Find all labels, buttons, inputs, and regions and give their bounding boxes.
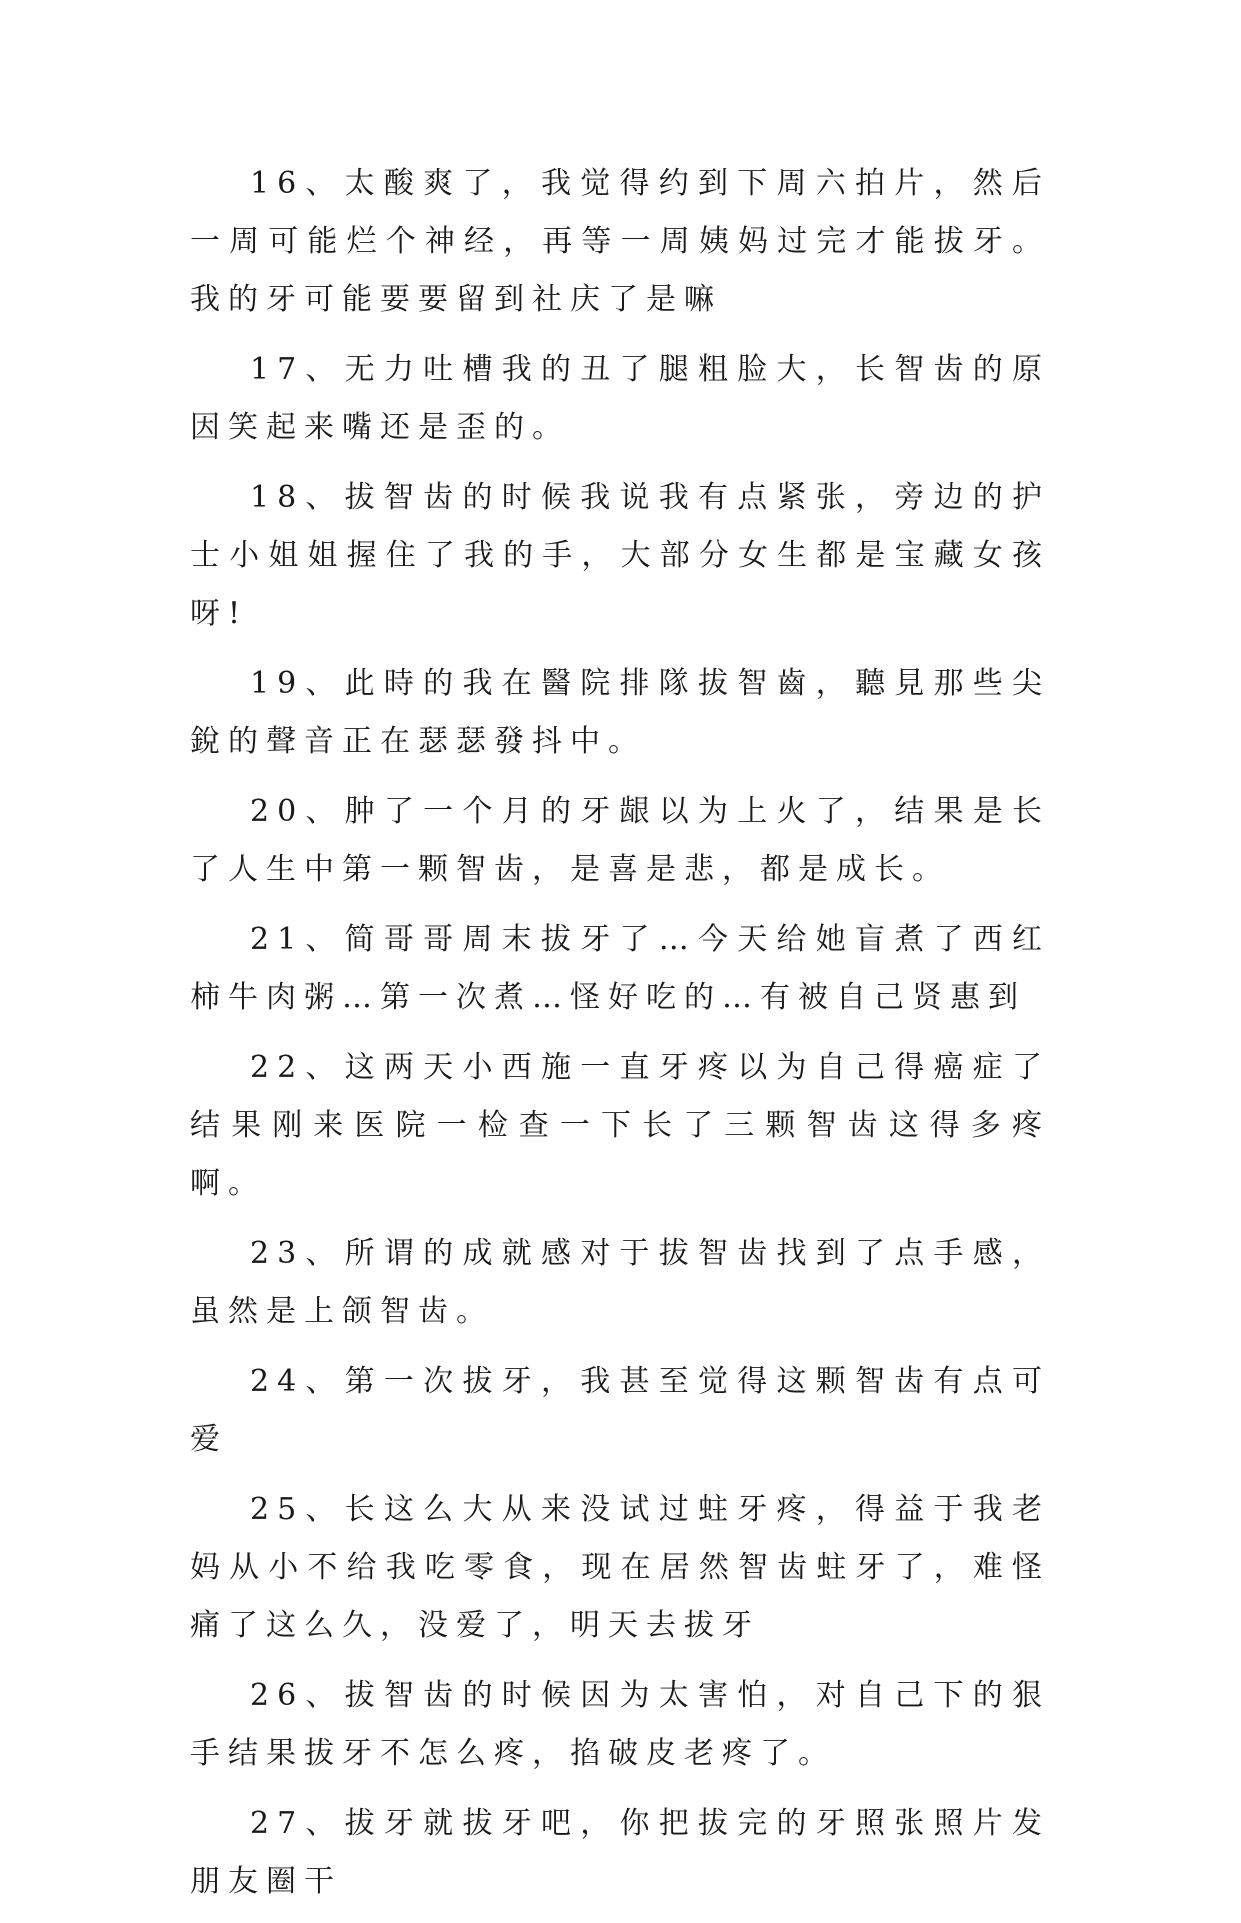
paragraph-21: 21、简哥哥周末拔牙了…今天给她盲煮了西红柿牛肉粥…第一次煮…怪好吃的…有被自己贤惠到 xyxy=(190,922,1050,1015)
paragraph-18: 18、拔智齿的时候我说我有点紧张，旁边的护士小姐姐握住了我的手，大部分女生都是宝藏女孩呀! xyxy=(190,480,1050,631)
paragraph-19: 19、此時的我在醫院排隊拔智齒，聽見那些尖銳的聲音正在瑟瑟發抖中。 xyxy=(190,666,1050,759)
document-body xyxy=(190,155,1050,1923)
paragraph-16: 16、太酸爽了，我觉得约到下周六拍片，然后一周可能烂个神经，再等一周姨妈过完才能拔牙。我的牙可能要要留到社庆了是嘛 xyxy=(190,166,1050,317)
paragraph-25: 25、长这么大从来没试过蛀牙疼，得益于我老妈从小不给我吃零食，现在居然智齿蛀牙了，难怪痛了这么久，没爱了，明天去拔牙 xyxy=(190,1492,1050,1643)
paragraph-22: 22、这两天小西施一直牙疼以为自己得癌症了结果刚来医院一检查一下长了三颗智齿这得多疼啊。 xyxy=(190,1050,1050,1201)
paragraph-27: 27、拔牙就拔牙吧，你把拔完的牙照张照片发朋友圈干 xyxy=(190,1806,1050,1899)
paragraph-23: 23、所谓的成就感对于拔智齿找到了点手感，虽然是上颌智齿。 xyxy=(190,1236,1050,1329)
paragraph-17: 17、无力吐槽我的丑了腿粗脸大，长智齿的原因笑起来嘴还是歪的。 xyxy=(190,352,1050,445)
paragraph-20: 20、肿了一个月的牙龈以为上火了，结果是长了人生中第一颗智齿，是喜是悲，都是成长。 xyxy=(190,794,1050,887)
paragraph-24: 24、第一次拔牙，我甚至觉得这颗智齿有点可爱 xyxy=(190,1364,1050,1457)
paragraph-26: 26、拔智齿的时候因为太害怕，对自己下的狠手结果拔牙不怎么疼，掐破皮老疼了。 xyxy=(190,1678,1050,1771)
